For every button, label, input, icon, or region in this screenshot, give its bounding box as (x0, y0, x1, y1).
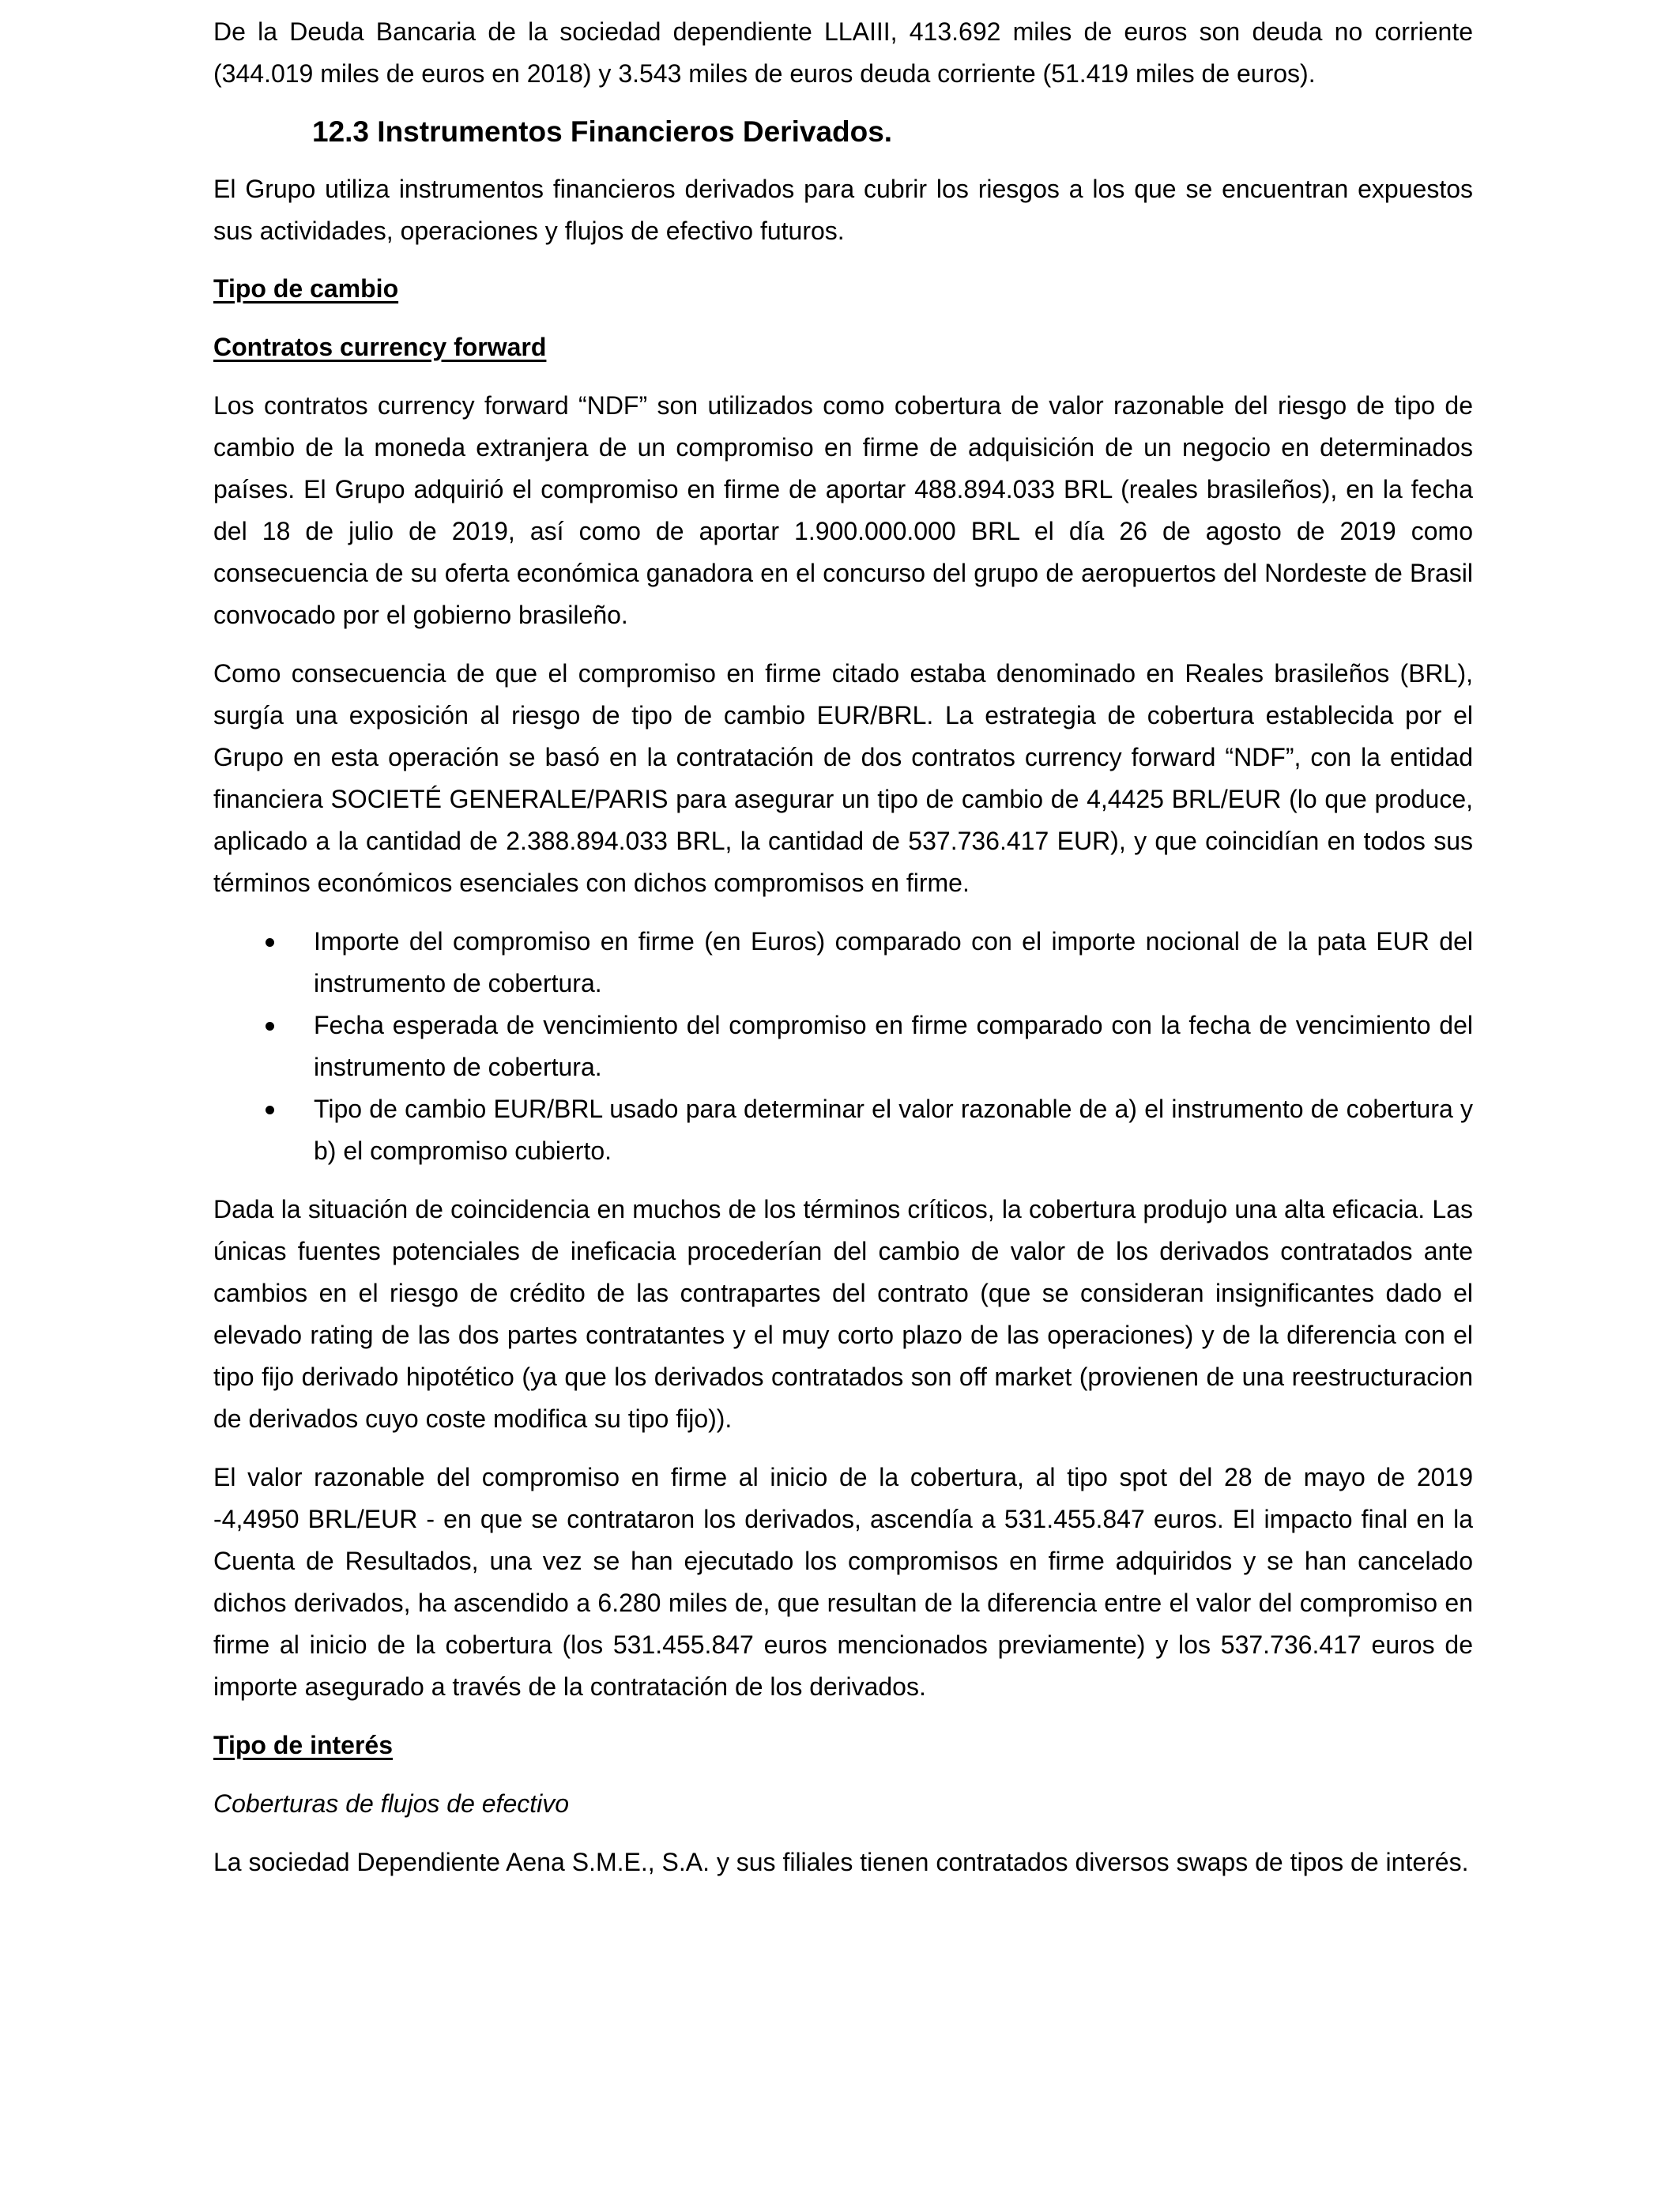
heading-coberturas-flujos-efectivo: Coberturas de flujos de efectivo (213, 1789, 570, 1818)
heading-tipo-de-interes: Tipo de interés (213, 1731, 394, 1759)
section-title: Instrumentos Financieros Derivados. (377, 115, 893, 148)
list-item (213, 1088, 1473, 1172)
list-item-text: Tipo de cambio EUR/BRL usado para determinar el valor razonable de a) el instrumento de cobertura y b) el compromiso cubierto. (314, 1095, 1473, 1165)
list-item-text: Importe del compromiso en firme (en Euros) comparado con el importe nocional de la pata EUR del instrumento de cobertura. (314, 927, 1473, 997)
document-page (213, 11, 1473, 1883)
paragraph-intro-derivados: El Grupo utiliza instrumentos financieros derivados para cubrir los riesgos a los que se encuentran expuestos sus actividades, operaciones y flujos de efectivo futuros. (213, 175, 1473, 245)
bullet-icon (266, 938, 274, 947)
section-heading (312, 111, 1473, 153)
paragraph-deuda-bancaria: De la Deuda Bancaria de la sociedad dependiente LLAIII, 413.692 miles de euros son deuda no corriente (344.019 miles de euros en 2018) y 3.543 miles de euros deuda corriente (51.419 miles de euros). (213, 17, 1473, 88)
paragraph-eficacia-cobertura: Dada la situación de coincidencia en muchos de los términos críticos, la cobertura produjo una alta eficacia. Las únicas fuentes potenciales de ineficacia procederían del cambio de valor de los derivados contratados ante cambios en el riesgo de crédito de las contrapartes del contrato (que se consideran insignificantes dado el elevado rating de las dos partes contratantes y el muy corto plazo de las operaciones) y de la diferencia con el tipo fijo derivado hipotético (ya que los derivados contratados son off market (provienen de una reestructuracion de derivados cuyo coste modifica su tipo fijo)). (213, 1195, 1473, 1433)
paragraph-estrategia-cobertura: Como consecuencia de que el compromiso en firme citado estaba denominado en Reales brasileños (BRL), surgía una exposición al riesgo de tipo de cambio EUR/BRL. La estrategia de cobertura establecida por el Grupo en esta operación se basó en la contratación de dos contratos currency forward “NDF”, con la entidad financiera SOCIETÉ GENERALE/PARIS para asegurar un tipo de cambio de 4,4425 BRL/EUR (lo que produce, aplicado a la cantidad de 2.388.894.033 BRL, la cantidad de 537.736.417 EUR), y que coincidían en todos sus términos económicos esenciales con dichos compromisos en firme. (213, 659, 1473, 897)
list-item (213, 1005, 1473, 1088)
bullet-icon (266, 1022, 274, 1031)
bullet-list (213, 921, 1473, 1172)
heading-contratos-currency-forward: Contratos currency forward (213, 333, 547, 361)
paragraph-swaps-tipos-interes: La sociedad Dependiente Aena S.M.E., S.A. y sus filiales tienen contratados diversos swaps de tipos de interés. (213, 1848, 1469, 1876)
section-number: 12.3 (312, 115, 370, 148)
list-item (213, 921, 1473, 1005)
paragraph-valor-razonable: El valor razonable del compromiso en firme al inicio de la cobertura, al tipo spot del 28 de mayo de 2019 -4,4950 BRL/EUR - en que se contrataron los derivados, ascendía a 531.455.847 euros. El impacto final en la Cuenta de Resultados, una vez se han ejecutado los compromisos en firme adquiridos y se han cancelado dichos derivados, ha ascendido a 6.280 miles de, que resultan de la diferencia entre el valor del compromiso en firme al inicio de la cobertura (los 531.455.847 euros mencionados previamente) y los 537.736.417 euros de importe asegurado a través de la contratación de los derivados. (213, 1463, 1473, 1701)
heading-tipo-de-cambio: Tipo de cambio (213, 274, 399, 303)
bullet-icon (266, 1106, 274, 1114)
list-item-text: Fecha esperada de vencimiento del compromiso en firme comparado con la fecha de vencimiento del instrumento de cobertura. (314, 1011, 1473, 1081)
paragraph-contratos-ndf: Los contratos currency forward “NDF” son utilizados como cobertura de valor razonable del riesgo de tipo de cambio de la moneda extranjera de un compromiso en firme de adquisición de un negocio en determinados países. El Grupo adquirió el compromiso en firme de aportar 488.894.033 BRL (reales brasileños), en la fecha del 18 de julio de 2019, así como de aportar 1.900.000.000 BRL el día 26 de agosto de 2019 como consecuencia de su oferta económica ganadora en el concurso del grupo de aeropuertos del Nordeste de Brasil convocado por el gobierno brasileño. (213, 391, 1473, 629)
